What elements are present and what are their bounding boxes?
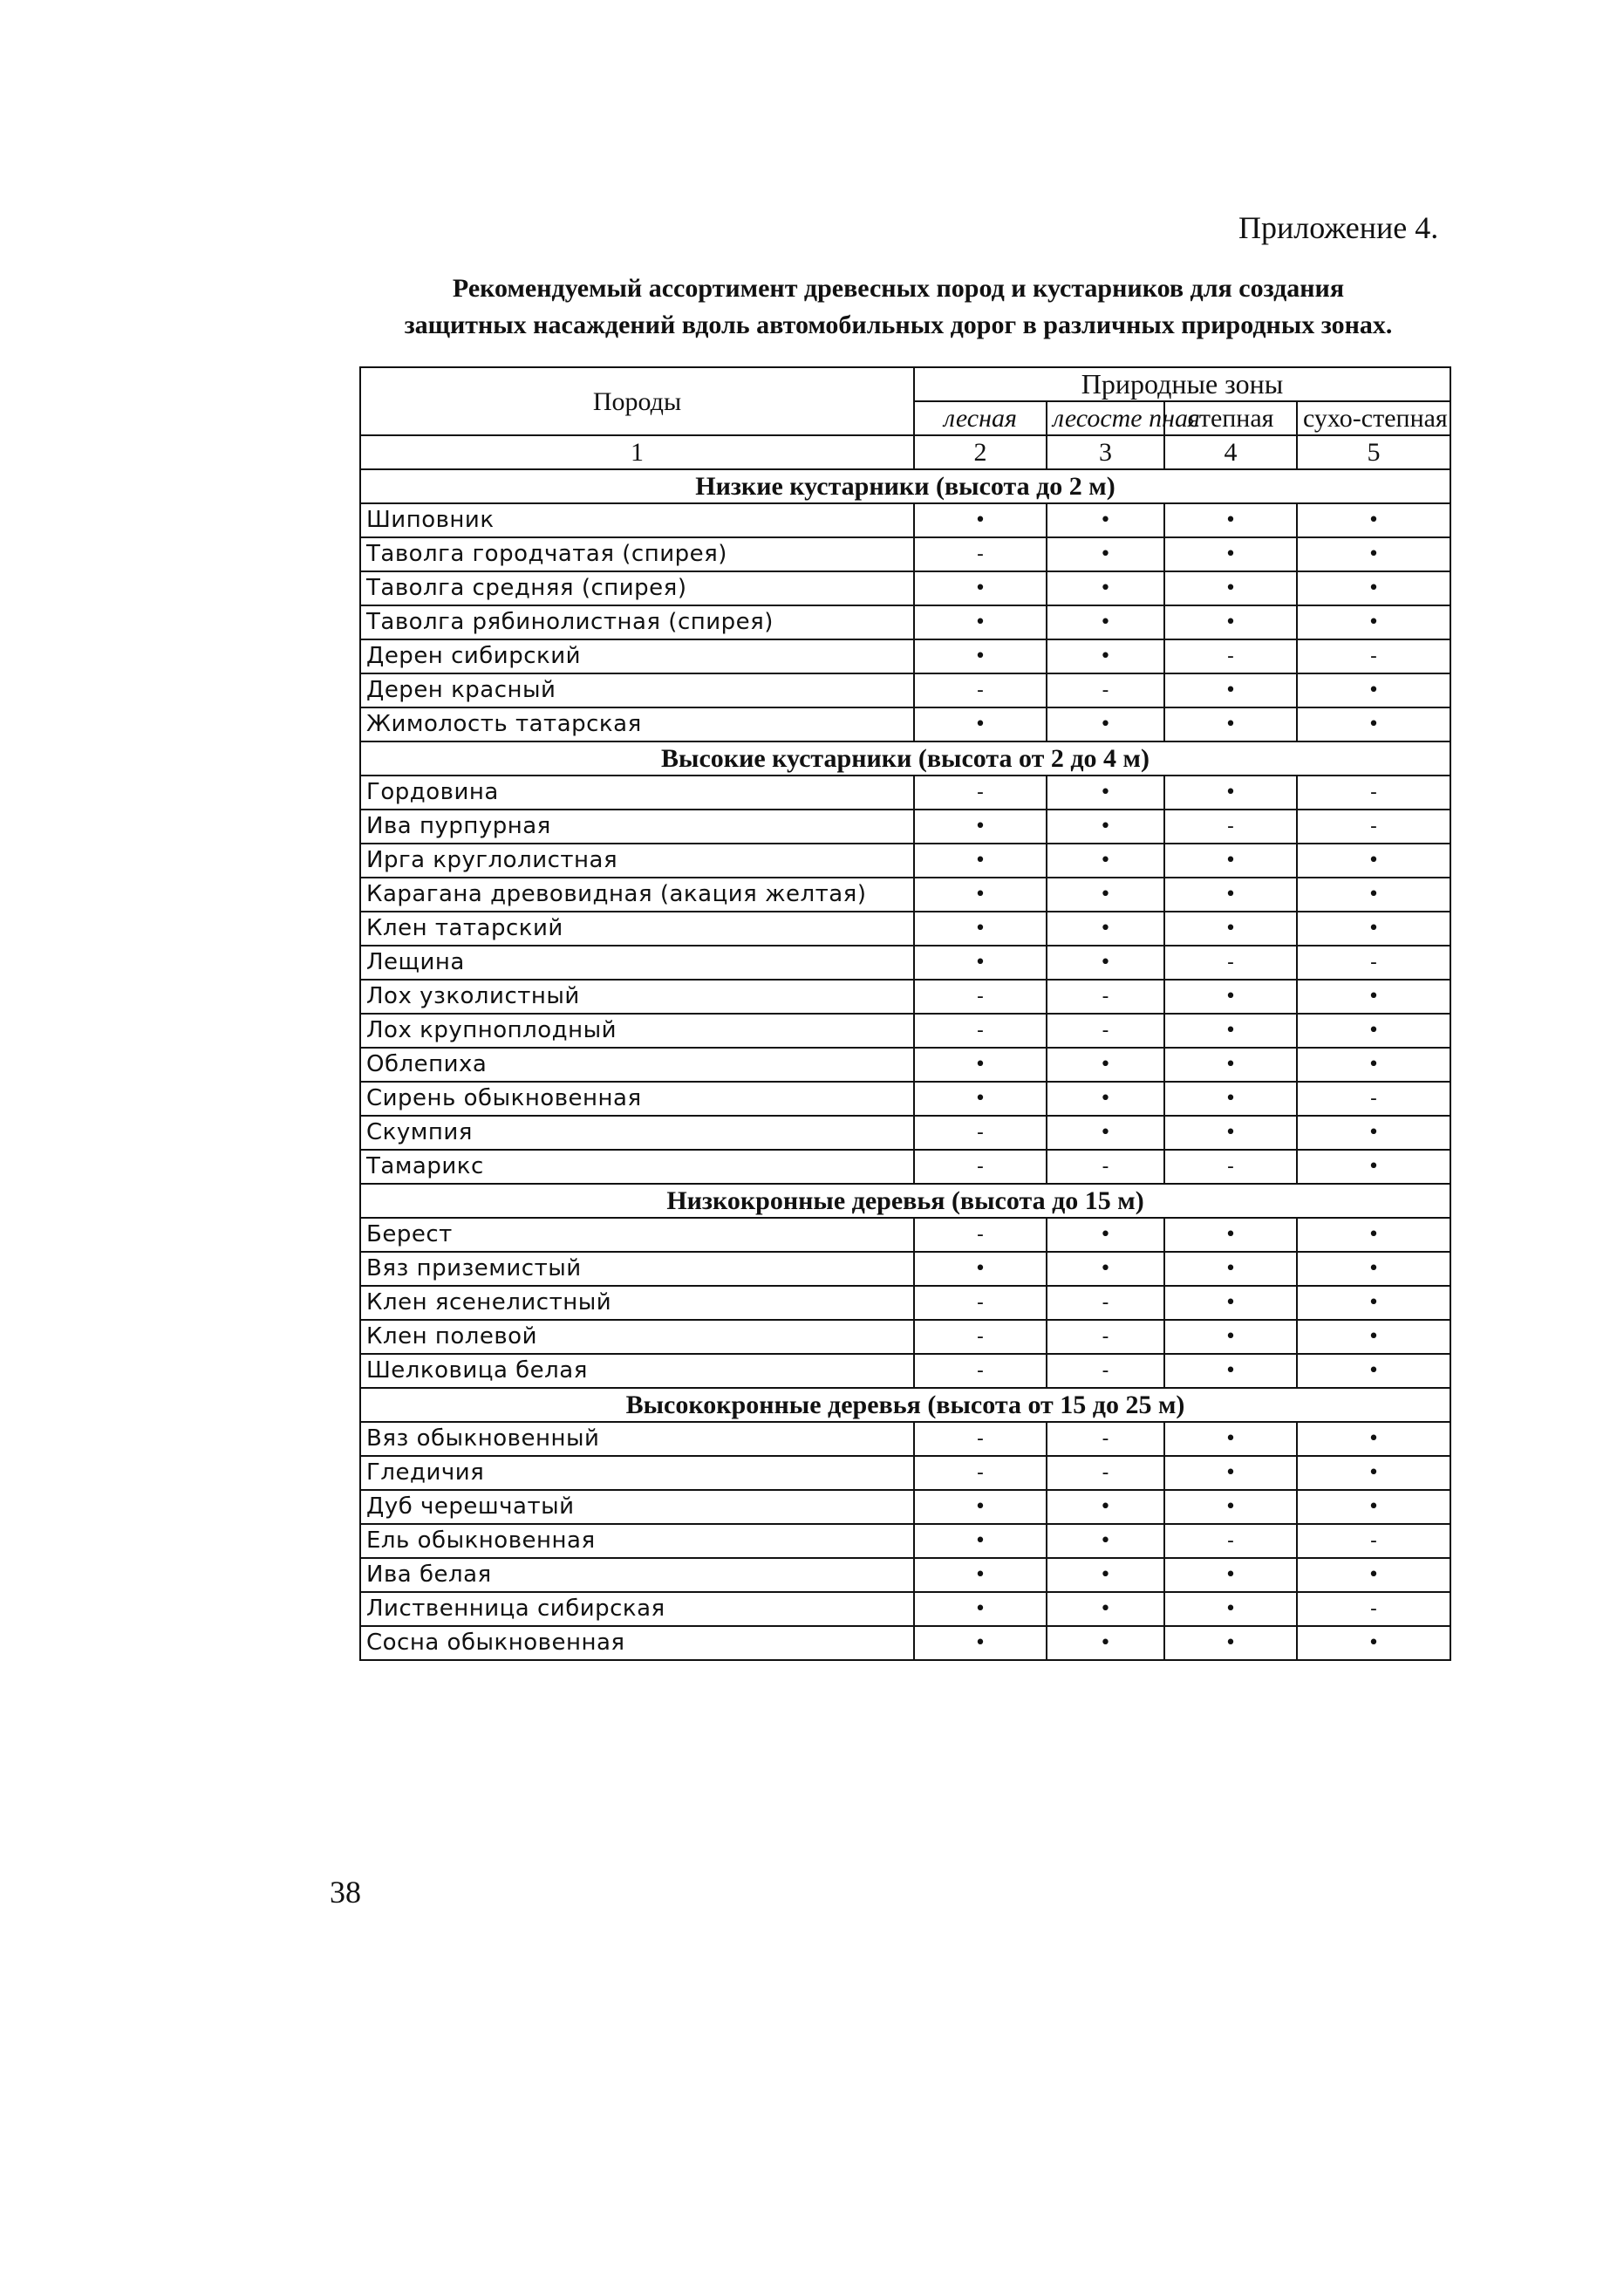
zone-mark: - [914,1422,1047,1456]
zone-mark: • [1047,1592,1164,1626]
zone-mark: • [1164,1354,1297,1388]
header-row [360,367,1450,401]
species-table [359,366,1451,1661]
zone-mark: • [1164,912,1297,946]
zone-mark: • [1164,1048,1297,1082]
zone-mark: • [1297,503,1450,537]
table-row [360,946,1450,980]
zone-mark: • [914,605,1047,639]
zone-mark: • [914,810,1047,844]
zone-steppe: степная [1164,401,1297,435]
species-name: Облепиха [360,1048,914,1082]
zone-mark: • [1164,1252,1297,1286]
table-row [360,605,1450,639]
zone-mark: • [1164,605,1297,639]
zone-mark: - [914,1354,1047,1388]
zone-mark: • [1164,844,1297,878]
table-row [360,844,1450,878]
zone-mark: • [1297,605,1450,639]
zone-mark: • [1047,912,1164,946]
table-row [360,878,1450,912]
column-number: 3 [1047,435,1164,469]
table-row [360,912,1450,946]
zone-mark: • [1047,1048,1164,1082]
zone-mark: • [1164,1286,1297,1320]
zone-mark: - [1297,1592,1450,1626]
header-species: Породы [360,367,914,435]
species-name: Дуб черешчатый [360,1490,914,1524]
zone-mark: • [1047,878,1164,912]
zone-mark: • [1297,1456,1450,1490]
zone-mark: • [1297,1320,1450,1354]
species-name: Клен татарский [360,912,914,946]
zone-mark: • [1297,571,1450,605]
zone-mark: - [1047,1150,1164,1184]
zone-mark: - [1164,1150,1297,1184]
table-row [360,1286,1450,1320]
zone-mark: • [1164,980,1297,1014]
table-row [360,1048,1450,1082]
zone-mark: • [1164,571,1297,605]
zone-mark: • [1297,1116,1450,1150]
zone-mark: • [914,1252,1047,1286]
zone-mark: - [1297,946,1450,980]
zone-mark: • [1164,1116,1297,1150]
zone-mark: - [1047,673,1164,707]
table-row [360,980,1450,1014]
species-name: Ива пурпурная [360,810,914,844]
species-name: Лещина [360,946,914,980]
table-row [360,1116,1450,1150]
zone-mark: • [1047,1252,1164,1286]
table-row [360,639,1450,673]
zone-mark: - [1047,980,1164,1014]
zone-mark: • [1297,878,1450,912]
table-row [360,1218,1450,1252]
species-name: Вяз приземистый [360,1252,914,1286]
zone-mark: • [1297,1626,1450,1660]
zone-mark: • [1164,776,1297,810]
zone-mark: - [914,1150,1047,1184]
zone-mark: • [1047,707,1164,741]
zone-mark: - [914,1218,1047,1252]
zone-mark: • [1047,605,1164,639]
zone-mark: - [914,1320,1047,1354]
table-row [360,1592,1450,1626]
zone-mark: • [1297,1422,1450,1456]
species-name: Шиповник [360,503,914,537]
zone-mark: • [914,844,1047,878]
zone-mark: - [914,776,1047,810]
column-number: 5 [1297,435,1450,469]
zone-mark: • [914,503,1047,537]
table-row [360,1490,1450,1524]
zone-mark: • [914,912,1047,946]
table-row [360,810,1450,844]
header-zones: Природные зоны [914,367,1450,401]
zone-mark: • [1297,1218,1450,1252]
zone-mark: • [1047,571,1164,605]
zone-mark: • [914,1592,1047,1626]
zone-mark: - [1164,639,1297,673]
zone-mark: • [914,1082,1047,1116]
zone-mark: • [1297,1286,1450,1320]
zone-mark: - [914,673,1047,707]
zone-mark: • [1164,1490,1297,1524]
title-line-2: защитных насаждений вдоль автомобильных дорог в различных природных зонах. [404,311,1393,339]
title-line-1: Рекомендуемый ассортимент древесных пород и кустарников для создания [452,274,1345,303]
zone-mark: • [914,639,1047,673]
zone-mark: • [1047,1490,1164,1524]
zone-mark: • [1297,537,1450,571]
zone-mark: • [1047,537,1164,571]
table-row [360,1354,1450,1388]
zone-mark: - [1047,1456,1164,1490]
species-name: Скумпия [360,1116,914,1150]
zone-mark: • [1297,1354,1450,1388]
zone-mark: • [914,1558,1047,1592]
zone-mark: • [1297,673,1450,707]
table-row [360,1558,1450,1592]
zone-mark: - [1047,1320,1164,1354]
zone-mark: - [1164,1524,1297,1558]
species-name: Сирень обыкновенная [360,1082,914,1116]
zone-mark: • [1047,1218,1164,1252]
zone-mark: • [914,1490,1047,1524]
zone-mark: - [1297,1082,1450,1116]
zone-mark: • [1164,878,1297,912]
zone-mark: - [1047,1422,1164,1456]
table-row [360,1626,1450,1660]
zone-mark: - [914,1014,1047,1048]
species-name: Шелковица белая [360,1354,914,1388]
column-numbers-row [360,435,1450,469]
zone-mark: • [1164,1592,1297,1626]
zone-mark: - [1297,810,1450,844]
zone-forest-steppe: лесосте пная [1047,401,1164,435]
document-title [331,270,1465,344]
table-row [360,1524,1450,1558]
species-name: Тамарикс [360,1150,914,1184]
zone-mark: • [1164,1014,1297,1048]
column-number: 2 [914,435,1047,469]
zone-mark: - [1047,1354,1164,1388]
zone-mark: - [1297,776,1450,810]
column-number: 1 [360,435,914,469]
zone-mark: • [1164,707,1297,741]
zone-mark: • [1297,707,1450,741]
species-name: Дерен сибирский [360,639,914,673]
zone-mark: • [1047,1558,1164,1592]
zone-mark: - [1297,639,1450,673]
zone-mark: • [1297,912,1450,946]
zone-mark: • [1047,946,1164,980]
section-row [360,1388,1450,1422]
section-title: Высококронные деревья (высота от 15 до 25 м) [360,1388,1450,1422]
species-name: Гордовина [360,776,914,810]
table-row [360,1422,1450,1456]
zone-mark: • [1164,1082,1297,1116]
species-name: Ива белая [360,1558,914,1592]
species-name: Ирга круглолистная [360,844,914,878]
table-row [360,1014,1450,1048]
zone-mark: • [1047,1524,1164,1558]
zone-mark: • [1047,1626,1164,1660]
zone-mark: • [1047,639,1164,673]
zone-mark: • [1297,1558,1450,1592]
zone-mark: • [914,946,1047,980]
zone-mark: - [914,1456,1047,1490]
zone-mark: • [914,1524,1047,1558]
zone-mark: • [1164,673,1297,707]
zone-mark: • [914,707,1047,741]
species-name: Гледичия [360,1456,914,1490]
species-name: Ель обыкновенная [360,1524,914,1558]
zone-mark: • [1297,1490,1450,1524]
table-row [360,571,1450,605]
species-name: Таволга рябинолистная (спирея) [360,605,914,639]
zone-mark: • [1297,980,1450,1014]
section-title: Высокие кустарники (высота от 2 до 4 м) [360,741,1450,776]
table-row [360,673,1450,707]
zone-mark: - [1164,946,1297,980]
zone-mark: • [1164,1218,1297,1252]
table-row [360,1150,1450,1184]
zone-dry-steppe: сухо-степная [1297,401,1450,435]
zone-mark: • [1164,1422,1297,1456]
zone-mark: • [1297,1150,1450,1184]
zone-mark: • [1297,1014,1450,1048]
zone-mark: • [1164,503,1297,537]
table-row [360,1320,1450,1354]
species-name: Жимолость татарская [360,707,914,741]
section-title: Низкие кустарники (высота до 2 м) [360,469,1450,503]
table-row [360,707,1450,741]
zone-mark: • [1047,776,1164,810]
zone-forest: лесная [914,401,1047,435]
page-number: 38 [330,1875,361,1910]
zone-mark: • [1297,844,1450,878]
zone-mark: • [1164,1626,1297,1660]
species-name: Лиственница сибирская [360,1592,914,1626]
zone-mark: • [1164,537,1297,571]
zone-mark: • [1047,810,1164,844]
species-name: Дерен красный [360,673,914,707]
species-name: Берест [360,1218,914,1252]
zone-mark: - [914,537,1047,571]
zone-mark: - [914,1116,1047,1150]
zone-mark: • [914,1626,1047,1660]
species-name: Таволга городчатая (спирея) [360,537,914,571]
zone-mark: • [1047,844,1164,878]
zone-mark: • [1297,1252,1450,1286]
zone-mark: - [1047,1014,1164,1048]
zone-mark: • [1164,1456,1297,1490]
species-name: Таволга средняя (спирея) [360,571,914,605]
species-name: Лох узколистный [360,980,914,1014]
zone-mark: • [1297,1048,1450,1082]
species-name: Лох крупноплодный [360,1014,914,1048]
zone-mark: - [1297,1524,1450,1558]
species-name: Карагана древовидная (акация желтая) [360,878,914,912]
zone-mark: • [1047,1082,1164,1116]
table-row [360,776,1450,810]
species-name: Вяз обыкновенный [360,1422,914,1456]
zone-mark: • [1164,1320,1297,1354]
zone-mark: • [914,878,1047,912]
zone-mark: • [1164,1558,1297,1592]
section-row [360,1184,1450,1218]
species-name: Сосна обыкновенная [360,1626,914,1660]
zone-mark: • [1047,503,1164,537]
table-row [360,1456,1450,1490]
species-name: Клен ясенелистный [360,1286,914,1320]
zone-mark: - [914,980,1047,1014]
table-row [360,503,1450,537]
table-row [360,1082,1450,1116]
species-name: Клен полевой [360,1320,914,1354]
zone-mark: • [1047,1116,1164,1150]
table-row [360,1252,1450,1286]
zone-mark: • [914,571,1047,605]
column-number: 4 [1164,435,1297,469]
section-row [360,469,1450,503]
section-row [360,741,1450,776]
appendix-label: Приложение 4. [1238,210,1439,245]
zone-mark: • [914,1048,1047,1082]
section-title: Низкокронные деревья (высота до 15 м) [360,1184,1450,1218]
zone-mark: - [1164,810,1297,844]
zone-mark: - [1047,1286,1164,1320]
table-row [360,537,1450,571]
zone-mark: - [914,1286,1047,1320]
